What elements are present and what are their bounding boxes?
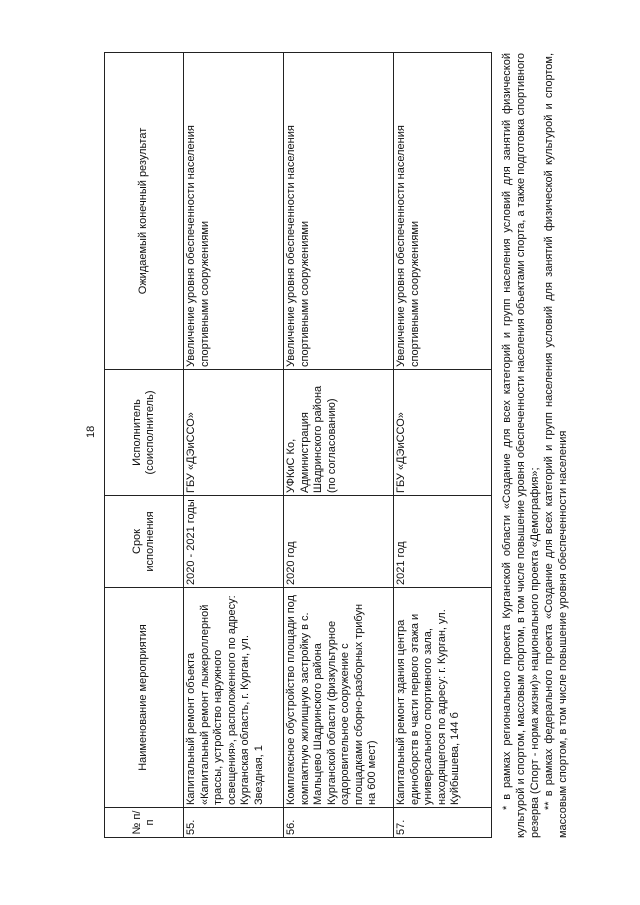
header-executor: Исполнитель (соисполнитель) (105, 370, 184, 496)
footnote: * в рамках регионального проекта Курганской области «Создание для всех категорий и групп населения условий для занятий физической культурой и спортом, массовым спортом, в том числе повышение уровня обеспеченности населения объектами спорта, а также подготовка спортивного резерва (Спорт - норма жизни)» национального проекта «Демография»; (501, 53, 541, 838)
table-header-row (105, 53, 184, 838)
cell-name: Капитальный ремонт объекта «Капитальный ремонт лыжероллерной трассы, устройство наружного освещения», расположенного по адресу: Курганская область, г. Курган, ул. Звездная, 1 (184, 588, 284, 808)
cell-num: 56. (284, 808, 394, 838)
footnote: ** в рамках федерального проекта «Создание для всех категорий и групп населения условий для занятий физической культурой и спортом, массовым спортом, в том числе повышение уровня обеспеченности населения (543, 53, 569, 838)
rotated-page-content (104, 53, 617, 838)
cell-executor: УФКиС Ко, Администрация Шадринского района (по согласованию) (284, 370, 394, 496)
cell-result: Увеличение уровня обеспеченности населения спортивными сооружениями (284, 53, 394, 370)
table-row (394, 53, 492, 838)
cell-term: 2020 - 2021 годы (184, 496, 284, 588)
table-row (184, 53, 284, 838)
page-number: 18 (85, 425, 97, 438)
header-result: Ожидаемый конечный результат (105, 53, 184, 370)
cell-num: 57. (394, 808, 492, 838)
cell-result: Увеличение уровня обеспеченности населения спортивными сооружениями (184, 53, 284, 370)
cell-name: Комплексное обустройство площади под компактную жилищную застройку в с. Мальцево Шадринского района Курганской области (физкультурное оздоровительное сооружение с площадками сборно-разборных трибун на 600 мест) (284, 588, 394, 808)
cell-term: 2020 год (284, 496, 394, 588)
measures-table (104, 52, 492, 838)
cell-term: 2021 год (394, 496, 492, 588)
cell-executor: ГБУ «ДЭиССО» (394, 370, 492, 496)
footnotes (500, 53, 570, 838)
header-num: № п/п (105, 808, 184, 838)
cell-result: Увеличение уровня обеспеченности населения спортивными сооружениями (394, 53, 492, 370)
cell-name: Капитальный ремонт здания центра единоборств в части первого этажа и универсального спортивного зала, находящегося по адресу: г. Курган, ул. Куйбышева, 144 б (394, 588, 492, 808)
cell-executor: ГБУ «ДЭиССО» (184, 370, 284, 496)
header-name: Наименование мероприятия (105, 588, 184, 808)
table-row (284, 53, 394, 838)
cell-num: 55. (184, 808, 284, 838)
header-term: Срок исполнения (105, 496, 184, 588)
